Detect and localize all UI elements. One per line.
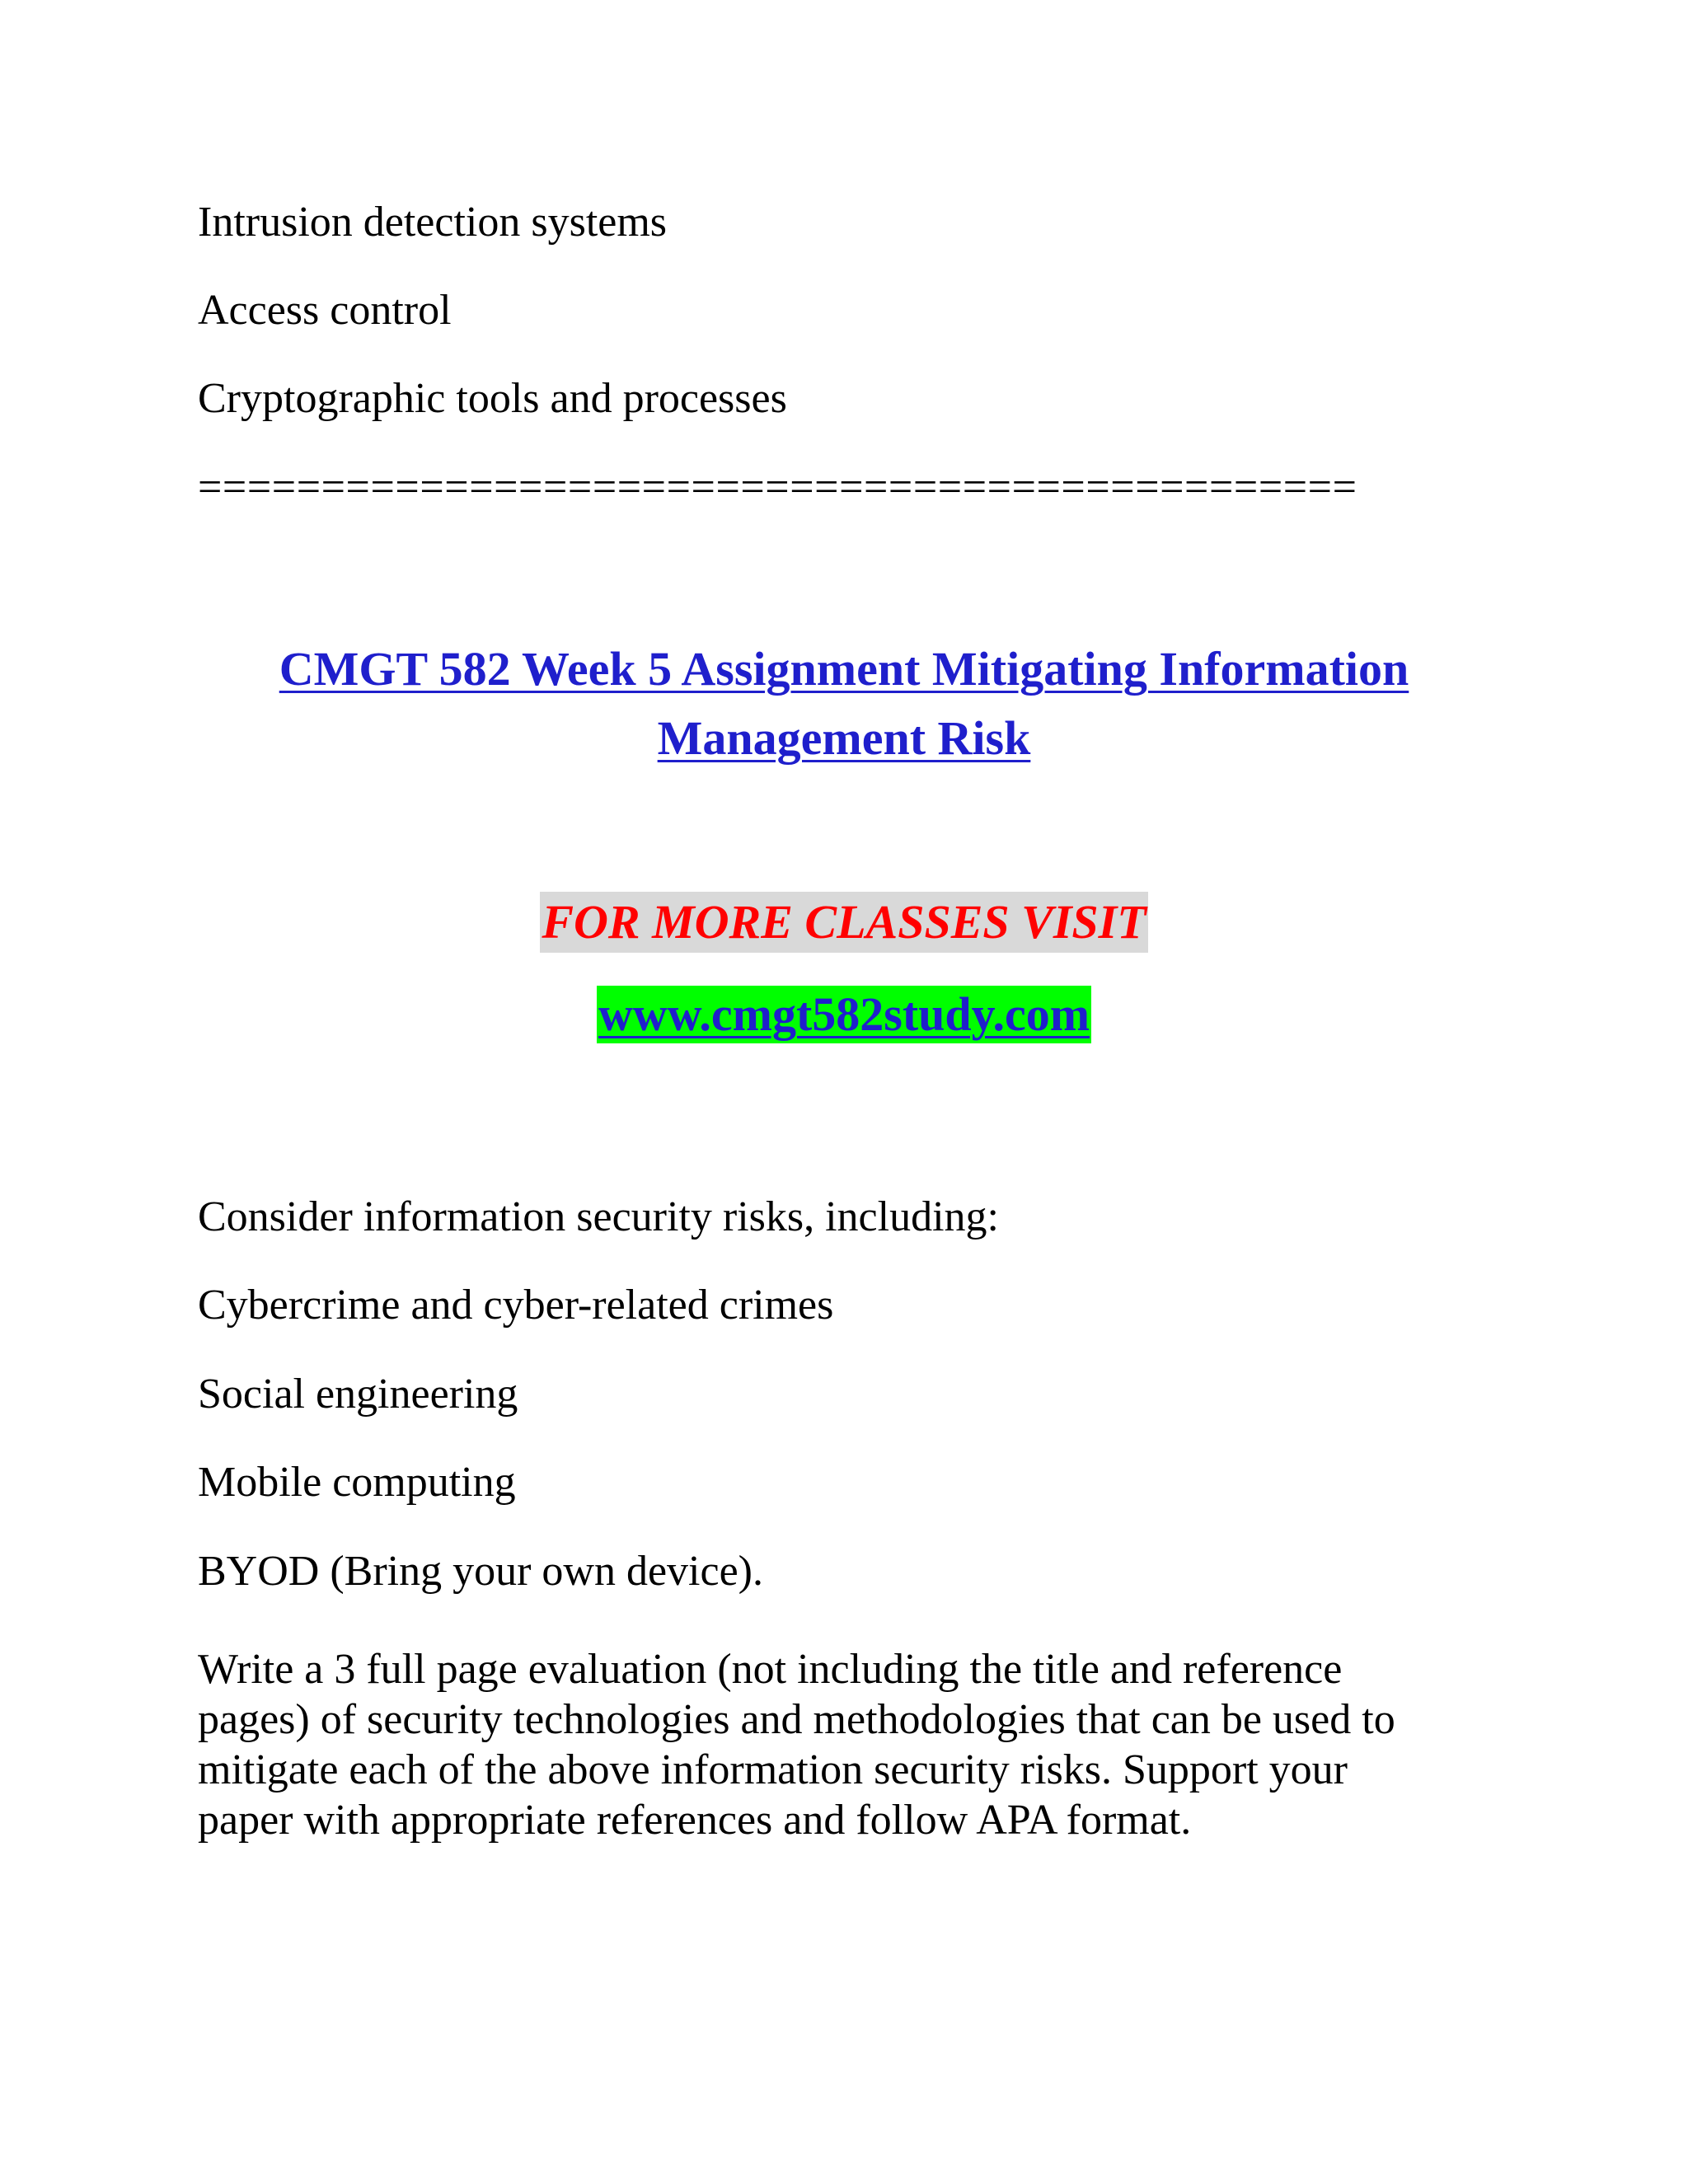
risk-item-mobile-computing: Mobile computing xyxy=(198,1459,516,1506)
risk-item-byod: BYOD (Bring your own device). xyxy=(198,1548,763,1595)
intro-text: Consider information security risks, including: xyxy=(198,1193,999,1240)
instructions-line: paper with appropriate references and follow APA format. xyxy=(198,1797,1192,1844)
website-link[interactable]: www.cmgt582study.com xyxy=(597,986,1091,1043)
title-link-line2[interactable]: Management Risk xyxy=(657,711,1031,765)
risk-item-social-engineering: Social engineering xyxy=(198,1371,518,1418)
url-banner[interactable] xyxy=(0,986,1688,1043)
instructions-paragraph xyxy=(198,1644,1451,1845)
title-link-line1[interactable]: CMGT 582 Week 5 Assignment Mitigating Information xyxy=(279,642,1409,696)
list-item-cryptographic-tools: Cryptographic tools and processes xyxy=(198,375,787,422)
promo-banner xyxy=(0,892,1688,953)
list-item-access-control: Access control xyxy=(198,287,452,334)
risk-item-cybercrime: Cybercrime and cyber-related crimes xyxy=(198,1282,834,1329)
list-item-intrusion-detection: Intrusion detection systems xyxy=(198,199,668,246)
separator-line: =============================================== xyxy=(198,464,1357,511)
instructions-line: Write a 3 full page evaluation (not including the title and reference xyxy=(198,1646,1343,1693)
instructions-line: pages) of security technologies and methodologies that can be used to xyxy=(198,1696,1395,1743)
promo-text: FOR MORE CLASSES VISIT xyxy=(540,892,1147,953)
assignment-title[interactable] xyxy=(0,635,1688,773)
instructions-line: mitigate each of the above information security risks. Support your xyxy=(198,1746,1348,1793)
